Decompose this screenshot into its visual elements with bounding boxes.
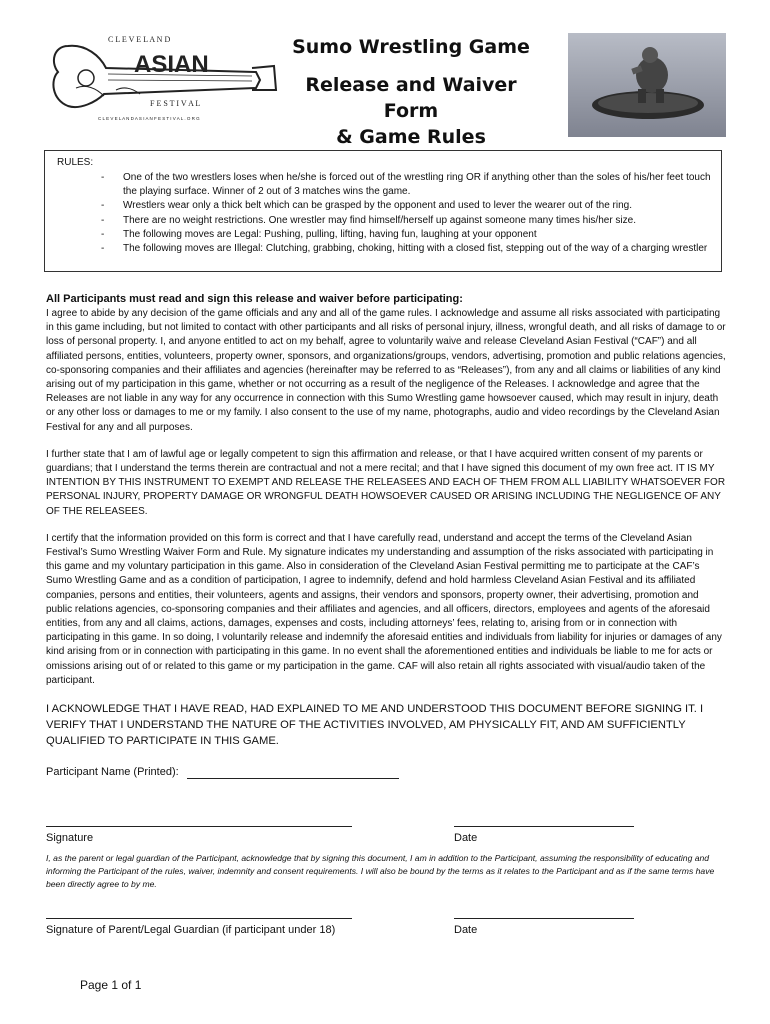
waiver-paragraph-3: I certify that the information provided on this form is correct and that I have carefully read, understand and accept the terms of the Cleveland Asian Festival’s Sumo Wrestling Waiver Form and Rule. My signature indicates my understanding and assumption of the risks associated with participating in this game and my voluntary participation in this game. Also in consideration of the Cleveland Asian Festival permitting me to participate at the CAF’s Sumo Wrestling Game and as a condition of participation, I agree to indemnify, defend and hold harmless Cleveland Asian Festival and its affiliated companies, persons and entities, their volunteers, agents and assigns, their vendors and sponsors, property owner, their advertising, promotion and public relations agencies, co-sponsoring companies and their affiliates and agencies, and all officers, directors, employees and agents of the aforesaid entities, from any and all claims, actions, damages, expenses and costs, including attorneys’ fees, relating to, arising from or in connection with participating in this game. In so doing, I voluntarily release and indemnify the aforesaid entities and individuals from liability for injuries or damages of any kind arising from or in connection with participating in this game. In no event shall the aforementioned entities and individuals be liable to me for acts or omissions arising out of or related to this game or my participation in the game. CAF will also retain all rights associated with visual/audio taken of the participant. <box>46 532 722 686</box>
participant-name-field[interactable] <box>187 778 399 779</box>
rule-item: - One of the two wrestlers loses when he/she is forced out of the wrestling ring OR if anything other than the soles of his/her feet touch the playing surface. Winner of 2 out of 3 matches wins the game. <box>101 171 713 199</box>
rule-item: - There are no weight restrictions. One wrestler may find himself/herself up against someone many times his/her size. <box>101 214 713 228</box>
page-subtitle-line1: Release and Waiver Form <box>305 74 517 122</box>
participant-name-label: Participant Name (Printed): <box>46 766 179 778</box>
rules-box <box>44 150 722 272</box>
rule-item: - Wrestlers wear only a thick belt which can be grasped by the opponent and used to lever the wearer out of the ring. <box>101 199 713 213</box>
logo-main-text: ASIAN <box>134 51 209 78</box>
title-block <box>278 36 544 150</box>
rules-list <box>101 171 713 256</box>
waiver-body <box>46 292 726 762</box>
date-label: Date <box>454 832 478 844</box>
sumo-photo-icon <box>568 33 726 137</box>
signature-field[interactable] <box>46 826 352 827</box>
page-number: Page 1 of 1 <box>80 978 142 992</box>
cleveland-asian-festival-logo <box>46 28 278 128</box>
guardian-signature-field[interactable] <box>46 918 352 919</box>
guardian-note: I, as the parent or legal guardian of the Participant, acknowledge that by signing this document, I am in addition to the Participant, assuming the responsibility of educating and informing the Participant of the rules, waiver, indemnity and consent requirements. I will also be bound by the terms as it relates to the Participant and as if the same terms have been directly agree to by me. <box>46 853 715 889</box>
acknowledgement-statement: I ACKNOWLEDGE THAT I HAVE READ, HAD EXPLAINED TO ME AND UNDERSTOOD THIS DOCUMENT BEFORE SIGNING IT. I VERIFY THAT I UNDERSTAND THE NATURE OF THE ACTIVITIES INVOLVED, AM PHYSICALLY FIT, AND AM SUFFICIENTLY QUALIFIED TO PARTICIPATE IN THIS GAME. <box>46 703 704 748</box>
logo-url-text: C L E V E L A N D A S I A N F E S T I V A L . O R G <box>98 116 200 121</box>
logo-sub-text: F E S T I V A L <box>150 99 201 108</box>
waiver-paragraph-1: I agree to abide by any decision of the game officials and any and all of the game rules. I acknowledge and assume all risks associated with participating in this game including, but not limited to contact with other participants and all risks of personal injury, illness, wrongful death, and all risks of damage to or loss of personal property. I, and anyone entitled to act on my behalf, agree to voluntarily waive and release Cleveland Asian Festival (“CAF”) and all affiliated persons, entities, volunteers, property owner, sponsors, and organizations/groups, vendors, advertising, promotion and public relations agencies, co-sponsoring companies and their affiliates and agencies (hereinafter may be referred to as “Releases”), from any and all claims or liabilities of any kind arising out of my participation in this game, whether or not occurring as a result of the negligence of the Releases. I acknowledge and agree that the Releases are not liable in any way for any occurrence in connection with this Sumo Wrestling game howsoever caused, which may result in injury, death or any other loss or damages to me or my family. I also consent to the use of my name, photographs, audio and video recordings by the Cleveland Asian Festival for any and all purposes. <box>46 308 726 433</box>
signature-label: Signature <box>46 832 94 844</box>
participant-name-row <box>46 766 179 778</box>
rule-item: - The following moves are Illegal: Clutching, grabbing, choking, hitting with a closed fist, stepping out of the way of a charging wrestler <box>101 242 713 256</box>
rule-item: - The following moves are Legal: Pushing, pulling, lifting, having fun, laughing at your opponent <box>101 228 713 242</box>
date-field[interactable] <box>454 826 634 827</box>
guardian-date-field[interactable] <box>454 918 634 919</box>
waiver-heading: All Participants must read and sign this release and waiver before participating: <box>46 293 463 305</box>
waiver-paragraph-2: I further state that I am of lawful age or legally competent to sign this affirmation and release, or that I have acquired written consent of my parents or guardians; that I understand the terms therein are contractual and not a mere recital; and that I have signed this document of my own free act. IT IS MY INTENTION BY THIS INSTRUMENT TO EXEMPT AND RELEASE THE RELEASEES AND EACH OF THEM FROM ALL LIABILITY WHATSOEVER FOR PERSONAL INJURY, PROPERTY DAMAGE OR WRONGFUL DEATH HOWSOEVER CAUSED OR ARISING INCLUDING THE NEGLIGENCE OF ANY OF THE RELEASEES. <box>46 448 726 517</box>
page-subtitle-line2: & Game Rules <box>336 126 486 148</box>
rules-label: RULES: <box>57 157 94 168</box>
page-title: Sumo Wrestling Game <box>292 36 530 58</box>
sumo-wrestler-photo <box>568 33 726 137</box>
guardian-date-label: Date <box>454 924 478 936</box>
logo-top-text: C L E V E L A N D <box>108 35 171 44</box>
guardian-signature-label: Signature of Parent/Legal Guardian (if participant under 18) <box>46 924 336 936</box>
